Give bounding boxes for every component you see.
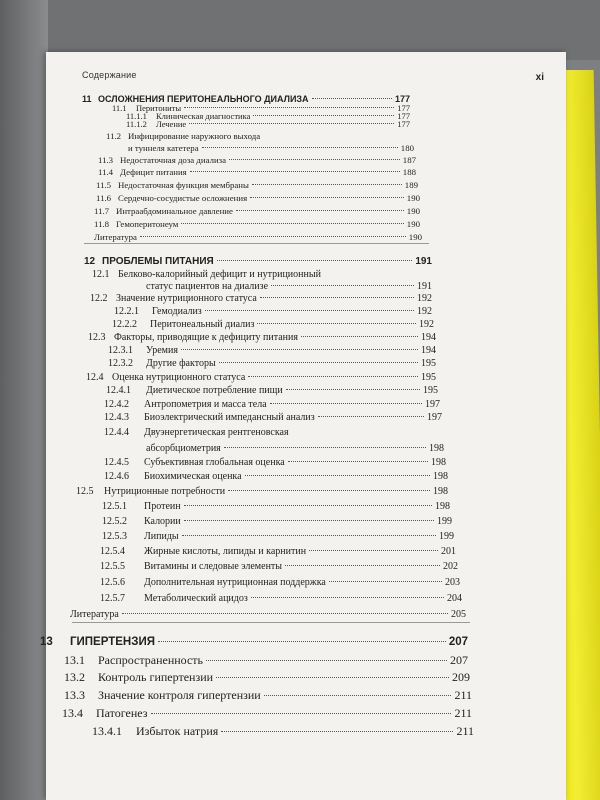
entry-title: Протеин: [144, 501, 181, 512]
entry-title-continued: статус пациентов на диализе: [146, 281, 269, 292]
dot-leader: [236, 210, 404, 211]
entry-title-continued: абсорбциометрия: [146, 443, 221, 454]
entry-page-number: 204: [447, 593, 462, 604]
toc-entry: [104, 399, 440, 410]
entry-page-number: 190: [406, 193, 420, 203]
entry-title: Гемодиализ: [152, 306, 202, 317]
dot-leader: [224, 447, 426, 448]
entry-title-continued: и туннеля катетера: [128, 143, 199, 153]
toc-entry: [104, 457, 446, 468]
toc-entry: [104, 471, 448, 482]
dot-leader: [190, 171, 400, 172]
chapter-heading: [40, 636, 468, 648]
dot-leader: [257, 323, 416, 324]
dot-leader: [253, 115, 394, 116]
entry-page-number: 198: [429, 443, 444, 454]
dot-leader: [181, 223, 403, 224]
entry-page-number: 198: [431, 457, 446, 468]
entry-page-number: 211: [456, 724, 474, 738]
toc-entry: [108, 358, 436, 369]
running-header: Содержание: [82, 70, 137, 80]
dot-leader: [205, 310, 414, 311]
toc-entry: [126, 119, 410, 129]
chapter-number: 11: [82, 94, 92, 104]
dot-leader: [182, 535, 436, 536]
toc-entry: [100, 546, 456, 557]
dot-leader: [219, 362, 418, 363]
dot-leader: [260, 297, 414, 298]
dot-leader: [248, 376, 418, 377]
dot-leader: [229, 159, 400, 160]
entry-title: Распространенность: [98, 653, 204, 667]
entry-page-number: 192: [417, 293, 432, 304]
entry-number: 12.5.5: [100, 561, 125, 572]
dot-leader: [251, 597, 444, 598]
dot-leader: [286, 389, 420, 390]
entry-page-number: 201: [441, 546, 456, 557]
entry-title: Двуэнергетическая рентгеновская: [144, 427, 289, 438]
entry-page-number: 195: [421, 372, 436, 383]
entry-title: Инфицирование наружного выхода: [128, 131, 261, 141]
entry-number: 12.1: [92, 269, 110, 280]
chapter-title: ПРОБЛЕМЫ ПИТАНИЯ: [102, 256, 214, 267]
dot-leader: [264, 695, 452, 696]
toc-entry-continuation: [146, 443, 444, 454]
entry-page-number: 198: [435, 501, 450, 512]
dot-leader: [318, 416, 424, 417]
entry-title: Биоэлектрический импедансный анализ: [144, 412, 315, 423]
entry-page-number: 192: [419, 319, 434, 330]
entry-page-number: 211: [454, 688, 472, 702]
dot-leader: [271, 285, 414, 286]
dot-leader: [312, 98, 392, 99]
toc-entry: [112, 319, 434, 330]
entry-number: 12.5.1: [102, 501, 127, 512]
entry-title: Антропометрия и масса тела: [144, 399, 267, 410]
toc-entry: [90, 293, 432, 304]
entry-title: Уремия: [146, 345, 178, 356]
toc-entry: [88, 332, 436, 343]
entry-number: 11.8: [94, 219, 110, 229]
entry-title: Литература: [70, 609, 119, 620]
chapter-divider: [84, 243, 429, 244]
entry-number: 13.2: [64, 670, 85, 684]
entry-title: Гемоперитонеум: [116, 219, 179, 229]
entry-title: Литература: [94, 232, 137, 242]
dot-leader: [252, 184, 402, 185]
toc-entry-continuation: [128, 143, 414, 153]
entry-number: 12.3.2: [108, 358, 133, 369]
entry-number: 11.1.1: [126, 111, 147, 121]
dot-leader: [184, 520, 434, 521]
entry-title: Значение контроля гипертензии: [98, 688, 261, 702]
entry-page-number: 211: [454, 706, 472, 720]
chapter-divider: [72, 622, 470, 623]
chapter-heading: [84, 256, 432, 267]
dot-leader: [122, 613, 448, 614]
entry-page-number: 197: [425, 399, 440, 410]
toc-entry: [100, 561, 458, 572]
entry-number: 12.4.6: [104, 471, 129, 482]
dot-leader: [270, 403, 422, 404]
entry-title: Дефицит питания: [120, 167, 187, 177]
entry-page-number: 177: [397, 103, 410, 113]
entry-number: 13.3: [64, 688, 85, 702]
entry-number: 12.2: [90, 293, 108, 304]
entry-number: 11.6: [96, 193, 112, 203]
entry-title: Диетическое потребление пищи: [146, 385, 283, 396]
entry-page-number: 190: [406, 206, 420, 216]
dot-leader: [301, 336, 418, 337]
entry-page-number: 194: [421, 345, 436, 356]
toc-entry: [104, 427, 444, 438]
entry-page-number: 190: [406, 219, 420, 229]
entry-title: Перитонеальный диализ: [150, 319, 255, 330]
entry-number: 12.4.1: [106, 385, 131, 396]
dot-leader: [140, 236, 406, 237]
entry-page-number: 198: [433, 486, 448, 497]
entry-number: 11.5: [96, 180, 112, 190]
toc-entry: [76, 486, 448, 497]
entry-number: 12.2.2: [112, 319, 137, 330]
entry-title: Дополнительная нутриционная поддержка: [144, 577, 326, 588]
entry-number: 12.4.5: [104, 457, 129, 468]
entry-title: Недостаточная доза диализа: [120, 155, 227, 165]
entry-page-number: 209: [452, 670, 470, 684]
entry-page-number: 197: [427, 412, 442, 423]
dot-leader: [288, 461, 428, 462]
entry-title: Нутриционные потребности: [104, 486, 226, 497]
entry-title: Витамины и следовые элементы: [144, 561, 283, 572]
toc-entry: [96, 180, 418, 190]
entry-title: Липиды: [144, 531, 179, 542]
entry-page-number: 194: [421, 332, 436, 343]
entry-number: 11.7: [94, 206, 110, 216]
entry-page-number: 195: [421, 358, 436, 369]
toc-entry: [102, 516, 452, 527]
entry-title: Контроль гипертензии: [98, 670, 214, 684]
toc-entry-continuation: [146, 281, 432, 292]
entry-number: 12.3.1: [108, 345, 133, 356]
entry-page-number: 191: [417, 281, 432, 292]
entry-number: 12.5.7: [100, 593, 125, 604]
chapter-page-number: 207: [448, 636, 468, 648]
dot-leader: [217, 260, 413, 261]
entry-number: 12.5.3: [102, 531, 127, 542]
toc-entry: [106, 131, 414, 141]
dot-leader: [184, 107, 394, 108]
dot-leader: [285, 565, 440, 566]
entry-number: 12.4: [86, 372, 104, 383]
entry-number: 12.5: [76, 486, 94, 497]
entry-number: 11.1: [112, 103, 127, 113]
toc-entry: [94, 206, 420, 216]
entry-page-number: 195: [423, 385, 438, 396]
toc-entry: [102, 501, 450, 512]
chapter-page-number: 191: [415, 256, 432, 267]
chapter-title: ГИПЕРТЕНЗИЯ: [70, 636, 155, 648]
entry-title: Сердечно-сосудистые осложнения: [118, 193, 248, 203]
toc-entry: [98, 167, 416, 177]
chapter-title: ОСЛОЖНЕНИЯ ПЕРИТОНЕАЛЬНОГО ДИАЛИЗА: [98, 94, 309, 104]
entry-page-number: 198: [433, 471, 448, 482]
entry-title: Факторы, приводящие к дефициту питания: [114, 332, 298, 343]
toc-entry: [64, 670, 470, 685]
entry-page-number: 192: [417, 306, 432, 317]
toc-entry: [98, 155, 416, 165]
dot-leader: [245, 475, 430, 476]
entry-title: Другие факторы: [146, 358, 216, 369]
entry-title: Патогенез: [96, 706, 148, 720]
toc-entry: [64, 653, 468, 668]
references-entry: [94, 232, 422, 242]
dot-leader: [216, 677, 449, 678]
dot-leader: [158, 641, 446, 642]
entry-page-number: 207: [450, 653, 468, 667]
entry-title: Оценка нутриционного статуса: [112, 372, 246, 383]
entry-page-number: 188: [402, 167, 416, 177]
dot-leader: [189, 123, 394, 124]
toc-entry: [104, 412, 442, 423]
entry-title: Жирные кислоты, липиды и карнитин: [144, 546, 307, 557]
chapter-page-number: 177: [394, 94, 410, 104]
entry-page-number: 187: [402, 155, 416, 165]
entry-number: 11.4: [98, 167, 114, 177]
entry-number: 12.2.1: [114, 306, 139, 317]
dot-leader: [221, 731, 453, 732]
entry-page-number: 180: [400, 143, 414, 153]
toc-entry: [100, 577, 460, 588]
entry-number: 13.4.1: [92, 724, 122, 738]
entry-page-number: 199: [439, 531, 454, 542]
entry-number: 11.2: [106, 131, 122, 141]
entry-title: Субъективная глобальная оценка: [144, 457, 285, 468]
entry-title: Значение нутриционного статуса: [116, 293, 257, 304]
dot-leader: [202, 147, 398, 148]
entry-title: Недостаточная функция мембраны: [118, 180, 249, 190]
toc-entry: [106, 385, 438, 396]
toc-entry: [92, 269, 432, 280]
entry-number: 12.4.4: [104, 427, 129, 438]
entry-number: 12.4.3: [104, 412, 129, 423]
entry-page-number: 199: [437, 516, 452, 527]
entry-number: 12.5.2: [102, 516, 127, 527]
entry-number: 12.5.6: [100, 577, 125, 588]
dot-leader: [309, 550, 438, 551]
entry-title: Калории: [144, 516, 181, 527]
dot-leader: [151, 713, 452, 714]
entry-number: 11.1.2: [126, 119, 147, 129]
entry-page-number: 202: [443, 561, 458, 572]
entry-page-number: 190: [408, 232, 422, 242]
entry-title: Лечение: [156, 119, 187, 129]
entry-title: Белково-калорийный дефицит и нутриционный: [118, 269, 321, 280]
toc-entry: [62, 706, 472, 721]
entry-page-number: 177: [397, 119, 410, 129]
entry-page-number: 203: [445, 577, 460, 588]
entry-title: Избыток натрия: [136, 724, 219, 738]
entry-number: 11.3: [98, 155, 114, 165]
chapter-number: 12: [84, 256, 96, 267]
toc-entry: [94, 219, 420, 229]
entry-number: 12.4.2: [104, 399, 129, 410]
toc-entry: [96, 193, 420, 203]
entry-title: Биохимическая оценка: [144, 471, 242, 482]
entry-page-number: 177: [397, 111, 410, 121]
toc-entry: [102, 531, 454, 542]
toc-entry: [86, 372, 436, 383]
page-number-roman: xi: [535, 72, 544, 83]
dot-leader: [184, 505, 432, 506]
toc-entry: [64, 688, 472, 703]
references-entry: [70, 609, 466, 620]
entry-title: Перитониты: [136, 103, 182, 113]
toc-entry: [114, 306, 432, 317]
entry-number: 13.1: [64, 653, 85, 667]
entry-title: Интраабдоминальное давление: [116, 206, 233, 216]
dot-leader: [181, 349, 418, 350]
entry-number: 13.4: [62, 706, 83, 720]
toc-entry: [92, 724, 474, 739]
dot-leader: [250, 197, 404, 198]
dot-leader: [228, 490, 430, 491]
dot-leader: [329, 581, 442, 582]
entry-number: 12.3: [88, 332, 106, 343]
chapter-number: 13: [40, 636, 53, 648]
dot-leader: [206, 660, 447, 661]
toc-entry: [108, 345, 436, 356]
entry-title: Метаболический ацидоз: [144, 593, 248, 604]
entry-page-number: 189: [404, 180, 418, 190]
entry-title: Клиническая диагностика: [156, 111, 251, 121]
toc-entry: [100, 593, 462, 604]
entry-page-number: 205: [451, 609, 466, 620]
entry-number: 12.5.4: [100, 546, 125, 557]
